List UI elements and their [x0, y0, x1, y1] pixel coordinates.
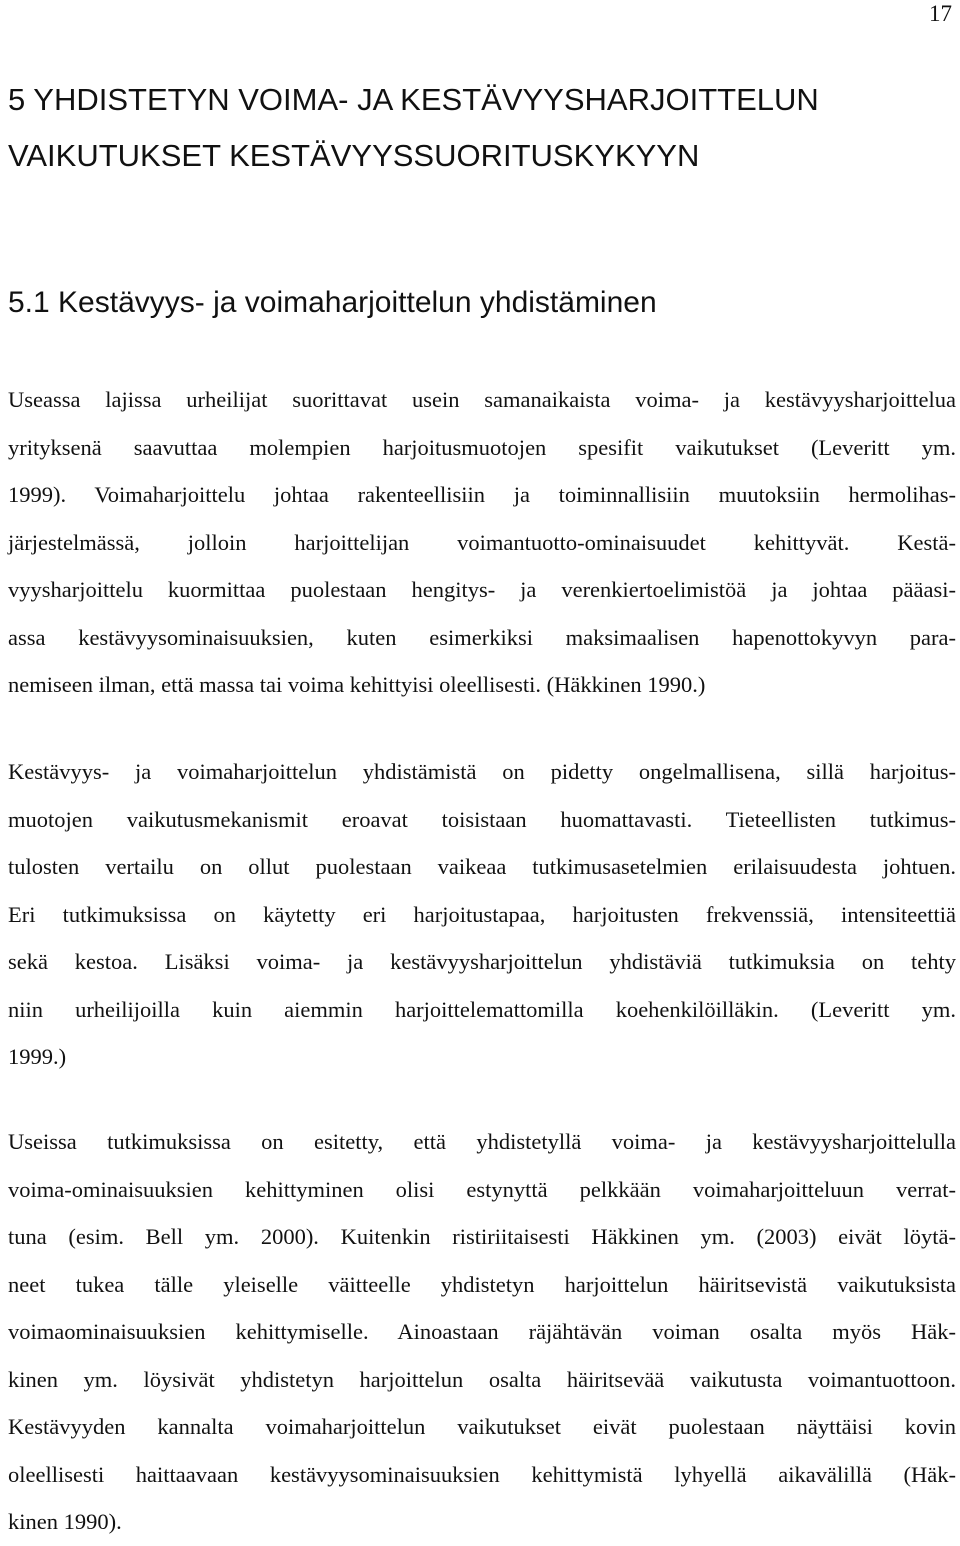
text-line: tuna (esim. Bell ym. 2000). Kuitenkin ristiriitaisesti Häkkinen ym. (2003) eivät löytä-: [8, 1224, 956, 1249]
text-line: assa kestävyysominaisuuksien, kuten esimerkiksi maksimaalisen hapenottokyvyn para-: [8, 624, 956, 650]
text-line: niin urheilijoilla kuin aiemmin harjoittelemattomilla koehenkilöilläkin. (Leveritt ym.: [8, 996, 956, 1022]
body-paragraph: [8, 376, 956, 709]
text-line: kinen 1990).: [8, 1509, 122, 1534]
text-line: Kestävyyden kannalta voimaharjoittelun vaikutukset eivät puolestaan näyttäisi kovin: [8, 1414, 956, 1439]
text-line: yrityksenä saavuttaa molempien harjoitusmuotojen spesifit vaikutukset (Leveritt ym.: [8, 434, 956, 460]
section-heading: 5.1 Kestävyys- ja voimaharjoittelun yhdistäminen: [8, 286, 657, 319]
page-number: 17: [929, 1, 952, 26]
text-line: 1999.): [8, 1044, 67, 1069]
chapter-heading: [8, 72, 953, 184]
text-line: voima-ominaisuuksien kehittyminen olisi estynyttä pelkkään voimaharjoitteluun verrat-: [8, 1176, 956, 1202]
text-line: Useassa lajissa urheilijat suorittavat usein samanaikaista voima- ja kestävyysharjoittelua: [8, 387, 956, 412]
text-line: sekä kestoa. Lisäksi voima- ja kestävyysharjoittelun yhdistäviä tutkimuksia on tehty: [8, 949, 956, 974]
body-paragraph: [8, 1118, 956, 1546]
text-line: nemiseen ilman, että massa tai voima kehittyisi oleellisesti. (Häkkinen 1990.): [8, 672, 706, 697]
text-line: tulosten vertailu on ollut puolestaan vaikeaa tutkimusasetelmien erilaisuudesta johtuen.: [8, 854, 956, 879]
chapter-heading-line: VAIKUTUKSET KESTÄVYYSSUORITUSKYKYYN: [8, 138, 700, 173]
text-line: 1999). Voimaharjoittelu johtaa rakenteellisiin ja toiminnallisiin muutoksiin hermolihas-: [8, 482, 956, 507]
text-line: vyysharjoittelu kuormittaa puolestaan hengitys- ja verenkiertoelimistöä ja johtaa pääasi-: [8, 577, 956, 602]
body-paragraph: [8, 748, 956, 1081]
text-line: kinen ym. löysivät yhdistetyn harjoittelun osalta häiritsevää vaikutusta voimantuottoon.: [8, 1366, 956, 1392]
text-line: Useissa tutkimuksissa on esitetty, että yhdistetyllä voima- ja kestävyysharjoittelulla: [8, 1129, 956, 1154]
text-line: oleellisesti haittaavaan kestävyysominaisuuksien kehittymistä lyhyellä aikavälillä (Häk-: [8, 1461, 956, 1487]
text-line: voimaominaisuuksien kehittymiselle. Ainoastaan räjähtävän voiman osalta myös Häk-: [8, 1319, 956, 1344]
text-line: Eri tutkimuksissa on käytetty eri harjoitustapaa, harjoitusten frekvenssiä, intensiteettiä: [8, 901, 956, 927]
chapter-heading-line: 5 YHDISTETYN VOIMA- JA KESTÄVYYSHARJOITTELUN: [8, 82, 819, 117]
text-line: neet tukea tälle yleiselle väitteelle yhdistetyn harjoittelun häiritsevistä vaikutuksista: [8, 1271, 956, 1297]
text-line: järjestelmässä, jolloin harjoittelijan voimantuotto-ominaisuudet kehittyvät. Kestä-: [8, 529, 956, 555]
text-line: Kestävyys- ja voimaharjoittelun yhdistämistä on pidetty ongelmallisena, sillä harjoitus-: [8, 759, 956, 784]
text-line: muotojen vaikutusmekanismit eroavat toisistaan huomattavasti. Tieteellisten tutkimus-: [8, 806, 956, 832]
